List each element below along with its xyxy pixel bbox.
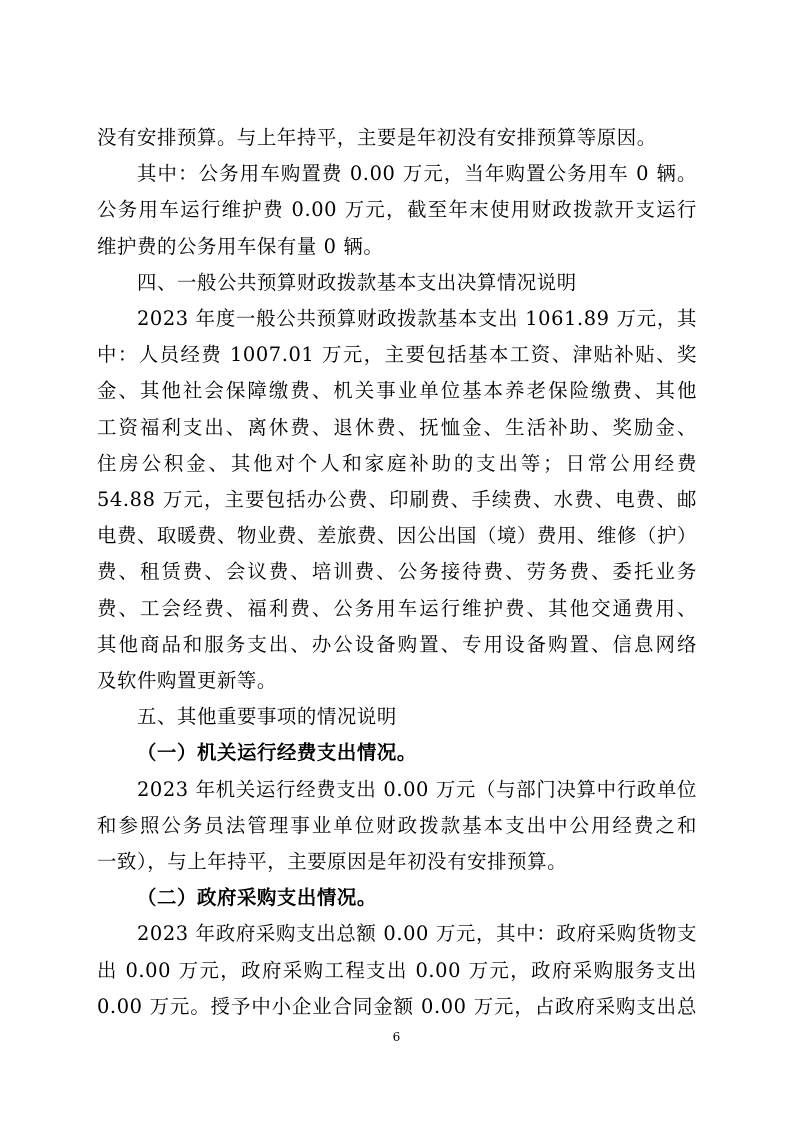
subsection-heading: （二）政府采购支出情况。 xyxy=(137,886,377,910)
paragraph-line: 2023 年度一般公共预算财政拨款基本支出 1061.89 万元，其 xyxy=(137,307,697,331)
paragraph-line: 出 0.00 万元，政府采购工程支出 0.00 万元，政府采购服务支出 xyxy=(97,958,697,982)
paragraph-line: 工资福利支出、离休费、退休费、抚恤金、生活补助、奖励金、 xyxy=(97,415,697,439)
section-5 xyxy=(97,699,697,1025)
paragraph-line: 54.88 万元，主要包括办公费、印刷费、手续费、水费、电费、邮 xyxy=(97,488,697,512)
paragraph-line: 费、租赁费、会议费、培训费、公务接待费、劳务费、委托业务 xyxy=(97,560,697,584)
paragraph-line: 和参照公务员法管理事业单位财政拨款基本支出中公用经费之和 xyxy=(97,813,697,837)
intro-block xyxy=(97,120,697,265)
paragraph-line: 电费、取暖费、物业费、差旅费、因公出国（境）费用、维修（护） xyxy=(97,524,697,548)
section-4 xyxy=(97,265,697,699)
document-page xyxy=(97,120,697,1025)
paragraph-line: 其中：公务用车购置费 0.00 万元，当年购置公务用车 0 辆。 xyxy=(137,162,697,186)
paragraph-line: 维护费的公务用车保有量 0 辆。 xyxy=(97,234,384,258)
paragraph-line: 2023 年政府采购支出总额 0.00 万元，其中：政府采购货物支 xyxy=(137,922,697,946)
paragraph-line: 一致），与上年持平，主要原因是年初没有安排预算。 xyxy=(97,850,568,874)
paragraph-line: 及软件购置更新等。 xyxy=(97,669,277,693)
paragraph-line: 0.00 万元。授予中小企业合同金额 0.00 万元，占政府采购支出总 xyxy=(97,994,697,1018)
section-heading: 四、一般公共预算财政拨款基本支出决算情况说明 xyxy=(137,270,577,294)
paragraph-line: 2023 年机关运行经费支出 0.00 万元（与部门决算中行政单位 xyxy=(137,777,697,801)
subsection-heading: （一）机关运行经费支出情况。 xyxy=(137,741,417,765)
paragraph-line: 中：人员经费 1007.01 万元，主要包括基本工资、津贴补贴、奖 xyxy=(97,343,697,367)
page-number: 6 xyxy=(392,1030,401,1044)
paragraph-line: 费、工会经费、福利费、公务用车运行维护费、其他交通费用、 xyxy=(97,596,697,620)
paragraph-line: 公务用车运行维护费 0.00 万元，截至年末使用财政拨款开支运行 xyxy=(97,198,697,222)
paragraph-line: 没有安排预算。与上年持平，主要是年初没有安排预算等原因。 xyxy=(97,126,657,149)
paragraph-line: 金、其他社会保障缴费、机关事业单位基本养老保险缴费、其他 xyxy=(97,379,697,403)
paragraph-line: 其他商品和服务支出、办公设备购置、专用设备购置、信息网络 xyxy=(97,632,697,656)
section-heading: 五、其他重要事项的情况说明 xyxy=(137,705,397,729)
paragraph-line: 住房公积金、其他对个人和家庭补助的支出等；日常公用经费 xyxy=(97,451,697,475)
